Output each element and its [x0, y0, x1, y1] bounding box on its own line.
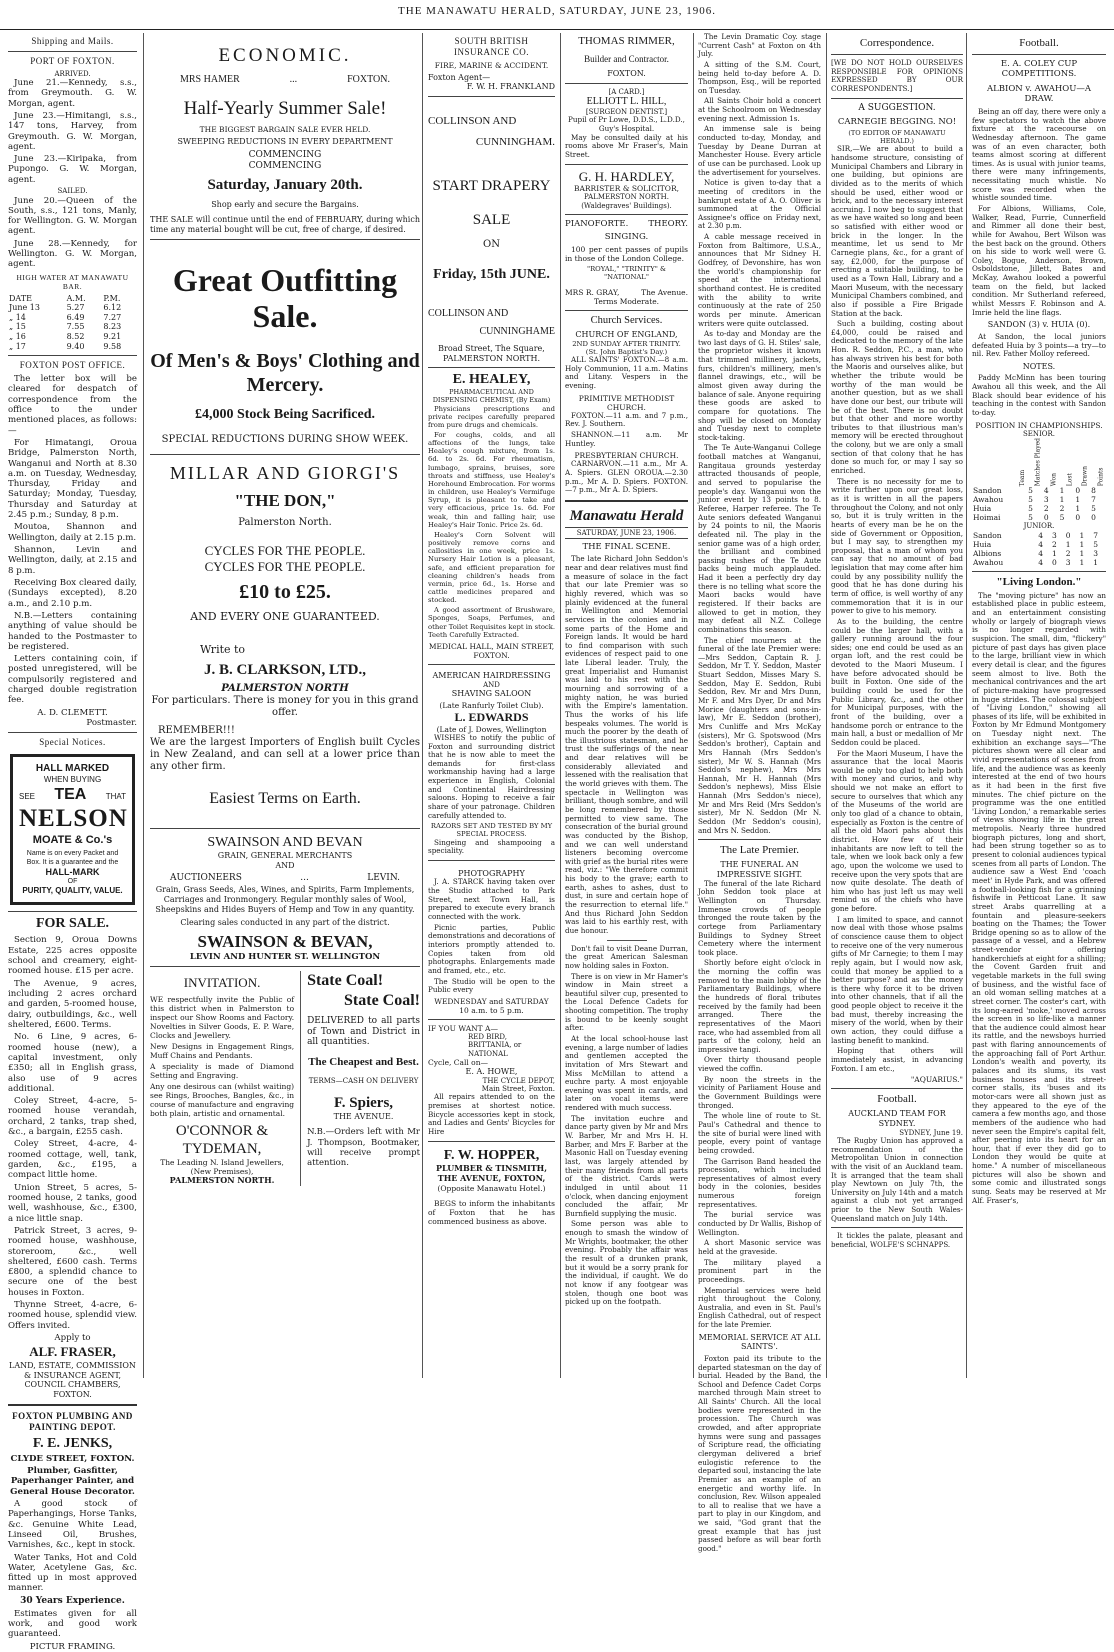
colleges: "ROYAL," "TRINITY" & "NATIONAL" — [586, 265, 667, 282]
sbi-agent: Foxton Agent— — [428, 72, 491, 82]
notes-body: Paddy McMinn has been touring Awahou all this week, and the All Black should bear evidence of his teaching in the contest with Sandon to-day. — [972, 373, 1106, 417]
studio-hours: 10 a.m. to 5 p.m. — [459, 1005, 524, 1015]
agent-name: ALF. FRASER, — [29, 1344, 116, 1360]
rimmer-name: THOMAS RIMMER, — [578, 35, 675, 47]
table-row: Hoimai 5 0 5 0 0 — [973, 513, 1096, 523]
desirous: Any one desirous can (whilst waiting) see Rings, Brooches, Bangles, &c., in course of manufacture and engraving both plain, artistic and ornamental. — [150, 1082, 295, 1119]
write-to: Write to — [200, 643, 246, 657]
swainson-addr: LEVIN AND HUNTER ST. WELLINGTON — [189, 952, 381, 963]
sale-continue: THE SALE will continue until the end of FEBRUARY, during which time any material bought will be cut, free of charge, if desired. — [150, 215, 420, 234]
jenks-exp: 30 Years Experience. — [20, 1595, 125, 1606]
brittania: BRITTANIA, or — [468, 1041, 522, 1050]
table-row: Albions 4 1 2 1 3 — [973, 548, 1098, 558]
terms-moderate: Terms Moderate. — [593, 296, 660, 306]
coal-cheapest: The Cheapest and Best. — [308, 1056, 419, 1069]
post-body-7: Letters containing coin, if posted unregistered, will be compulsorily registered and charged double registration fee. — [8, 654, 137, 706]
carnegie-heading: CARNEGIE BEGGING. NO! — [837, 116, 957, 127]
singing: SINGING. — [604, 232, 649, 243]
swainson-bevan: SWAINSON AND BEVAN — [207, 834, 363, 850]
howe-repairs: All repairs attended to on the premises at shortest notice. Bicycle accessories kept in stock, and Ladies and Gents' Bicycles for Hire — [428, 1092, 555, 1136]
special-reductions: SPECIAL REDUCTIONS DURING SHOW WEEK. — [161, 433, 409, 445]
late-ranfurly: (Late Ranfurly Toilet Club). — [439, 701, 544, 711]
jenks-picture: PICTUR FRAMING. — [29, 1641, 116, 1652]
card-label: [A CARD.] — [608, 87, 645, 96]
the-don: "THE DON," — [234, 490, 336, 510]
column-7 — [968, 33, 1110, 1378]
senior-label: SENIOR. — [1022, 429, 1056, 438]
table-row: June 13 5.27 6.12 — [9, 303, 122, 313]
robbery-note: Some person was able to enough to smash the window of Mr Wrights, bootmaker, the other evening. Probably the affair was the result of a drunken prank, but it would be a sorry prank for the individual, if caught. We do not know if any footgear was stolen, though one boot was picked up on the footpath. — [565, 1219, 688, 1307]
cycle-call: Cycle, Call on— — [428, 1057, 489, 1067]
funeral-body-1: The funeral of the late Richard John Seddon took place at Wellington on Thursday. Immense crowds of people thronged the route taken by the cortege from Parliamentary Buildings to Sydney Street Cemetery where the interment took place. — [698, 878, 821, 957]
edwards-name: L. EDWARDS — [454, 710, 529, 725]
economic-heading: ECONOMIC. — [218, 45, 352, 66]
leading-addr: PALMERSTON NORTH. — [169, 1175, 275, 1186]
pianoforte: PIANOFORTE. — [565, 218, 629, 229]
choir-note: All Saints Choir hold a concert at the Schoolroom on Wednesday evening next. Admission 1s. — [698, 96, 821, 123]
state-coal-2: State Coal! — [344, 991, 420, 1009]
post-body-3: Moutoa, Shannon and Wellington, daily at 2.15 p.m. — [8, 522, 137, 543]
state-coal-1: State Coal! — [307, 972, 384, 990]
invitation-heading: INVITATION. — [183, 975, 261, 991]
shipping-heading: Shipping and Mails. — [31, 36, 114, 46]
swainson-and: AND — [275, 861, 295, 871]
social-note: At the local school-house last evening, a large number of ladies and gentlemen accepted the invitation of Mrs Stewart and Miss McMillan to attend a euchre party. A most enjoyable evening was spent in cards, and later on vocal items were rendered with much success. — [565, 1033, 688, 1113]
memorial-body: Foxton paid its tribute to the departed statesman on the day of burial. Headed by the Band, the School and Defence Cadet Corps marched through Main street to All Saints' Church. All the local bodies were represented in the procession. The Church was crowded, and after appropriate hymns were sung and passages of Scripture read, the officiating clergyman delivered a brief eulogistic reference to the departed soul, instancing the late Premier as an example of an energetic and worthy life. In conclusion, Rev. Wilson appealed to all to realise that we have a part to play in our Kingdom, and we said, "God grant that the great example that has just passed before as will bear forth good." — [698, 1353, 821, 1553]
national: NATIONAL — [468, 1049, 508, 1058]
primitive: PRIMITIVE METHODIST CHURCH. — [578, 393, 675, 412]
hill-surgeon: [SURGEON DENTIST.] — [585, 107, 668, 116]
column-1 — [4, 33, 141, 1652]
suggestion-heading: A SUGGESTION. — [858, 102, 936, 113]
spiers-name: F. Spiers, — [334, 1094, 394, 1111]
letter-para-5: For the Maori Museum, I have the assurance that the local Maoris would be only too glad to help both with money and curios, and why should we not make an effort to secure to ourselves that which any of the Museums of the world are only too glad of a chance to obtain, especially as Foxton is the centre of all the old Maori pahs about this district. How few of their inhabitants are now left to tell the tale, when we look back only a few ago, upon the wolcome we used to receive upon the very spots that are now quite desolate. The death of him who has just left us may well remind us of the chiefs who have gone before. — [831, 748, 963, 914]
presby-body: CARNARVON.—11 a.m., Mr A. A. Spiers. GLEN OROUA.—2.30 p.m., Mr A. D. Spiers. FOXTON.—7 p.m., Mr A. D. Spiers. — [565, 459, 688, 495]
picnic-body: Picnic parties, Public demonstrations and decorations of interiors promptly attended to. Copies taken from old photographs. Enlargements made and framed, etc., etc. — [428, 922, 555, 975]
albion-body-2: For Albions, Williams, Cole, Walker, Read, Furrie, Cunnerfield and Rimmer all done their best, while for Awahou, Bert Wilson was the best back on the ground. Others on his side to work well were G. Coley, Bogue, Anderson, Brown, Osboldstone, Jillett, Bates and McKay, Awahou looked a powerful team on the field, but lacked condition. Mr Sutherland refereed, whilst Messrs F. Robinson and A. Imrie held the line flags. — [972, 203, 1106, 317]
mens-boys-clothing: Of Men's & Boys' Clothing and Mercery. — [150, 350, 420, 397]
living-london-body: The "moving picture" has now an established place in public esteem, and an entertainment consisting wholly or largely of biograph views is no longer regarded with suspicion. The small, dim, "flickery" picture of past days has given place to the large, brilliant view in which every detail is clear, and the figures seem almost to live. Both the mechanical contrivances and the art of picture-making have progressed in huge strides. The colossal subject of "Living London," showing all phases of its life, will be exhibited in Foxton by Mr Edmund Montgomery on Tuesday night next. The exhibition an exchange says—"The pictures shown were all clear and vivid representations of scenes from life, and the audience was as keenly interested at the end of two hours as it had been in the first five minutes. The chief picture on the programme was the one entitled 'Living London,' a remarkable series of views showing life in the great metropolis. Nearly three hundred biograph pictures, long and short, had been strung together so as to present to colonial audiences typical scenes from all parts of London. The audience saw a West End 'coach meet' in Hyde Park, and was offered a football-looking fish for a grinning fishwife in Petticoat Lane. It saw street Arabs quarrelling at a fountain and pleasure-seekers boating on the Thames; the Tower Bridge opening so as to allow of the passage of a vessel, and a Hebrew street-vendor offering handkerchiefs at eight for a shilling; the Covent Garden fruit and vegetable markets in the full swing of business, and the wistful face of an old woman selling matches at a street corner. The coster's cart, with its long-eared 'moke,' moved across the screen in so life-like a manner that the audience could almost hear its rattle, and the newsboys hurried past with flaring announcements of the approaching fall of Port Arthur. London's wealth and poverty, its palaces and its slums, its vast business houses and its street-corner stalls, its 'buses and its motor-cars were all shown just as they appeared to the eye of the camera a few months ago, and those members of the audience who had never seen the Empire's capital felt, after peering into its heart for an hour, that if ever they did go to London they would be quite at home." A number of miscellaneous pictures will also be shown and some comic and illustrated songs sung. Seats may be reserved at Mr Alf. Fraser's, — [972, 590, 1106, 1205]
sydney-date: SYDNEY, June 19. — [899, 1128, 963, 1137]
oconnor: O'CONNOR & — [175, 1123, 269, 1140]
photography-heading: PHOTOGRAPHY — [458, 868, 525, 878]
trophy-note: There is on view in Mr Hamer's window in Main street a beautiful silver cup, presented to the Local Defence Cadets for shooting competition. The trophy is bound to be keenly sought after. — [565, 971, 688, 1033]
letter-para-3: There is no necessity for me to write further upon our great loss, as it is written in all the papers throughout the Colony, and not only so, but it is truly written in the hearts of every man be he on the side of Government or Opposition, but I may say, to strengthen my proposal, that a man of whom you can say that no amount of bad legislation that may come after him could by any possibility nullify the good that he has done during his term of office, is well worthy of any commemoration that it is in our power to give to his memory. — [831, 476, 963, 616]
disclaimer: [WE DO NOT HOLD OURSELVES RESPONSIBLE FOR OPINIONS EXPRESSED BY OUR CORRESPONDENTS.] — [831, 58, 963, 94]
football-heading-2: Football. — [877, 1093, 917, 1106]
passes: 100 per cent passes of pupils in those of the London College. — [565, 245, 688, 264]
easiest-terms: Easiest Terms on Earth. — [209, 789, 361, 807]
hill-consult: May be consulted daily at his rooms above Mr Fraser's, Main Street. — [565, 132, 688, 159]
sailed-2: June 28.—Kennedy, for Wellington. G. W. Morgan, agent. — [8, 238, 137, 270]
special-notices: Special Notices. — [39, 737, 106, 748]
stiles-note: As to-day and Monday are the two last days of G. H. Stiles' sale, the proprietor wishes it known that trimmed millinery, jackets, furs, children's millinery, men's flannel drawings, etc., will be almost given away during the balance of sale. Anyone requiring these goods are asked to compare for quotations. The shop will be closed on Monday and Tuesday next to complete stock-taking. — [698, 329, 821, 442]
broad-street: Broad Street, The Square, — [438, 343, 545, 353]
hopper-sub: PLUMBER & TINSMITH, — [435, 1163, 547, 1174]
column-2: ECONOMIC. MRS HAMER ... FOXTON. Half-Yearly Summer Sale! THE BIGGEST BARGAIN SALE EVER HELD. SWEEPING REDUCTIONS IN EVERY DEPARTMENT COMMENCING COMMENCING Saturday, January 20th. Shop early and secure the Bargains. THE SALE will continue until the end of FEBRUARY, during which time any material bought will be cut, free of charge, if desired. Great Outfitting Sale. Of Men's & Boys' Clothing and Mercery. £4,000 Stock Being Sacrificed. SPECIAL REDUCTIONS DURING SHOW WEEK. MILLAR AND GIORGI'S "THE DON," Palmerston North. CYCLES FOR THE PEOPLE. CYCLES FOR THE PEOPLE. £10 to £25. AND EVERY ONE GUARANTEED. Write to J. B. CLARKSON, LTD., PALMERSTON NORTH For particulars. There is money for you in this grand offer. REMEMBER!!! We are the largest Importers of English built Cycles in New Zealand, and can sell at a lower price than any other firm. Easiest Terms on Earth. SWAINSON AND BEVAN GRAIN, GENERAL MERCHANTS AND AUCTIONEERS ... LEVIN. Grain, Grass Seeds, Ales, Wines, and Spirits, Farm Implements, Carriages and Ironmongery. Regular monthly sales of Wool, Sheepskins and Hides Buyers of Hemp and Tow in any quantity. Clearing sales conducted in any part of the district. SWAINSON & BEVAN, LEVIN AND HUNTER ST. WELLINGTON INVITATION. WE respectfully invite the Public of this district when in Palmerston to inspect our Show Rooms and Factory. Novelties in Silver Goods, E. P. Ware, Clocks and Jewellery. New Designs in Engagement Rings, Muff Chains and Pendants. A speciality is made of Diamond Setting and Engraving. Any one desirous can (whilst waiting) see Rings, Brooches, Bangles, &c., in course of manufacture and engraving both plain, artistic and ornamental. O'CONNOR & TYDEMAN, The Leading N. Island Jewellers, (New Premises), PALMERSTON NORTH. State Coal! State Coal! DELIVERED to all parts of Town and District in all quantities. The Cheapest and Best. TERMS—CASH ON DELIVERY F. Spiers, THE AVENUE. N.B.—Orders left with Mr J. Thompson, Bootmaker, will receive prompt attention. — [150, 45, 420, 1186]
american-hairdressing: AMERICAN HAIRDRESSING — [432, 670, 551, 680]
albion-heading: ALBION v. AWAHOU—A DRAW. — [986, 83, 1092, 104]
cycle-price: £10 to £25. — [239, 581, 331, 604]
dance-note: The invitation euchre and dance party given by Mr and Mrs W. Barber, Mr and Mrs H. H. Barber, and Mrs F. Barber at the Masonic Hall on Tuesday evening last, was largely attended by their many friends from all parts of the district. Cards were indulged in until about 11 o'clock, when dancing enjoyment concluded the affair, Mr Burnfield supplying the music. — [565, 1113, 688, 1218]
highwater-heading: HIGH WATER AT MANAWATU BAR. — [16, 272, 129, 291]
healey-body-4: A good assortment of Brushware, Sponges, Soaps, Perfumes, and other Toilet Requisites kept in stock. Teeth Carefully Extracted. — [428, 606, 555, 639]
rimmer-trade: Builder and Contractor. — [584, 54, 669, 65]
all-saints: ALL SAINTS' FOXTON.—8 a.m. Holy Communion, 11 a.m. Matins and Litany. Vespers in the evening. — [565, 355, 688, 391]
table-row: Sandon 4 3 0 1 7 — [973, 530, 1098, 540]
letter-para-1: SIR,—We are about to build a handsome structure, consisting of Municipal Chambers and Library in one building, but opinions are divided as to the merits of which should be used, either wood or brick, and to the necessary interest accruing. I now beg to suggest that as we have waited so long and been so satisfied with either wood or brick in the longer. In the meantime, let us send to Mr Carnegie plans, &c., for a grant of say, £2,000, for the purpose of erecting a suitable building, to be used as a Town Hall, Library and a Maori Museum, with the necessary Municipal Chambers combined, and also if possible a Fire Brigade Station at the back. — [831, 144, 963, 318]
coal-delivered: DELIVERED to all parts of Town and District in all quantities. — [307, 1015, 420, 1048]
howe-name: E. A. HOWE, — [465, 1066, 518, 1076]
letter-para-4: As to the building, the centre could be the larger hall, with a gallery running around the four sides; one end could be used as an organ loft, and the rest could be devoted to the Maori Museum. I have before advocated should be built in Foxton. One side of the building could be used for the Public Library, &c., and the other for Municipal purposes, with the front of the building, over a handsome porch or entrance to the main hall, a bust or medallion of Mr Seddon could be placed. — [831, 616, 963, 747]
arrived-label: ARRIVED. — [54, 69, 91, 78]
howe-depot: THE CYCLE DEPOT, — [482, 1076, 555, 1085]
salesman-note: An immense sale is being conducted to-day, Monday, and Tuesday by Deane Durran at Manchester House. Every article of use can be purchased. Look up the advertisement for yourselves. — [698, 124, 821, 177]
cycles-people-2: CYCLES FOR THE PEOPLE. — [204, 558, 366, 574]
razors: RAZORS SET AND TESTED BY MY SPECIAL PROCESS. — [430, 822, 553, 839]
agent-desc: LAND, ESTATE, COMMISSION & INSURANCE AGENT, COUNCIL CHAMBERS, FOXTON. — [9, 1360, 136, 1399]
living-london-heading: "Living London." — [996, 575, 1082, 588]
healey-body-3: Healey's Corn Solvent will positively remove corns and callosities in one week, price 1s. Nursery Hair Lotion is a pleasant, safe, and efficient preparation for cleaning children's heads from vermin, price 6d., 1s. Horse and cattle medicines prepared and stocked. — [428, 530, 555, 605]
dramatic-note: The Levin Dramatic Coy. stage "Current Cash" at Foxton on 4th July. — [698, 32, 821, 59]
collinson-3: COLLINSON AND — [428, 307, 509, 319]
for-sale-heading: FOR SALE. — [35, 915, 110, 931]
senior-table: Team Matches Played Won Lost Drawn Points Sandon 5 4 1 0 8 Awahou 5 3 1 1 7 Huia 5 2 2 1 5 Hoimai 5 0 5 0 0 — [973, 438, 1105, 523]
gray-addr: The Avenue. — [641, 287, 688, 297]
coley-cup: E. A. COLEY CUP COMPETITIONS. — [1000, 59, 1078, 80]
editor-line: (TO EDITOR OF MANAWATU HERALD.) — [848, 128, 946, 145]
sale-date: Saturday, January 20th. — [207, 176, 363, 193]
hopper-body: BEGS to inform the inhabitants of Foxton that he has commenced business as above. — [428, 1198, 555, 1226]
jenks-addr: CLYDE STREET, FOXTON. — [10, 1453, 135, 1464]
hamer-foxton: FOXTON. — [347, 73, 390, 85]
tydeman: TYDEMAN, — [182, 1141, 262, 1158]
jenks-trade: Plumber, Gasfitter, Paperhanger Painter, and General House Decorator. — [10, 1466, 135, 1497]
column-3 — [424, 33, 559, 1378]
table-row: „ 16 8.52 9.21 — [9, 332, 122, 342]
for-sale-7: Patrick Street, 3 acres, 9-roomed house, washhouse, storeroom, &c., well sheltered, £600 cash. Terms £800, a splendid chance to secure one of the best houses in Foxton. — [8, 1225, 137, 1298]
hartley-addr: PALMERSTON NORTH. — [584, 193, 669, 202]
millar-palmerston: Palmerston North. — [238, 516, 332, 528]
for-sale-4: Coley Street, 4-acre, 5-roomed house verandah, orchard, 2 tanks, trap shed, &c., a bargain, £255 cash. — [8, 1096, 137, 1138]
clarkson-addr: PALMERSTON NORTH — [221, 682, 349, 694]
correspondence-heading: Correspondence. — [859, 37, 935, 49]
sm-court-note: A sitting of the S.M. Court, being held to-day before A. D. Thompson, Esq., will be reported on Tuesday. — [698, 59, 821, 95]
funeral-body-3: Over thirty thousand people viewed the coffin. — [698, 1055, 821, 1074]
post-body-5: Receiving Box cleared daily, (Sundays excepted), 8.20 a.m., and 2.10 p.m. — [8, 577, 137, 609]
junior-label: JUNIOR. — [1023, 522, 1055, 531]
junior-table — [972, 531, 1106, 567]
leading-jewellers: The Leading N. Island Jewellers, (New Premises), — [160, 1158, 284, 1177]
commencing-2: COMMENCING — [248, 160, 322, 171]
collinson-2: CUNNINGHAM. — [475, 135, 555, 148]
clarkson-particulars: For particulars. There is money for you in this grand offer. — [151, 694, 419, 718]
shaving-saloon: SHAVING SALOON — [451, 688, 532, 698]
hopper-name: F. W. HOPPER, — [443, 1147, 540, 1163]
importers: We are the largest Importers of English built Cycles in New Zealand, and can sell at a lower price than any other firm. — [150, 736, 420, 772]
remember: REMEMBER!!! — [158, 724, 235, 736]
gray-name: MRS R. GRAY, — [565, 287, 620, 297]
hopper-opp: (Opposite Manawatu Hotel.) — [437, 1183, 546, 1193]
funeral-body-10: Memorial services were held right throughout the Colony, Australia, and even in St. Paul's English Cathedral, out of respect for the late Premier. — [698, 1285, 821, 1330]
schnapps-note: It tickles the palate, pleasant and beneficial, WOLFE'S SCHNAPPS. — [831, 1232, 963, 1249]
albion-body: Being an off day, there were only a few spectators to watch the above fixture at the racecourse on Wednesday afternoon. The game was of an even character, both teams almost scoring at different times. As is usual with junior teams, there were many infringements, necessitating much whistle. No score was recorded when the whistle sounded time. — [972, 106, 1106, 203]
speciality: A speciality is made of Diamond Setting and Engraving. — [150, 1062, 295, 1081]
sailed-1: June 20.—Queen of the South, s.s., 121 tons, Manly, for Wellington. G. W. Morgan agent. — [8, 195, 137, 237]
hartley-barrister: BARRISTER & SOLICITOR, — [573, 184, 679, 194]
herald-date: SATURDAY, JUNE 23, 1906. — [565, 527, 688, 539]
apply-to: Apply to — [54, 1333, 91, 1344]
swainson-auctioneers: AUCTIONEERS — [170, 872, 242, 883]
table-row: Huia 5 2 2 1 5 — [973, 504, 1096, 514]
jenks-body-2: Water Tanks, Hot and Cold Water, Acetylene Gas, &c. fitted up in most approved manner. — [8, 1552, 137, 1594]
st-john: (St. John Baptist's Day.) — [585, 347, 668, 356]
for-sale-5: Coley Street, 4-acre, 4-roomed cottage, well, tank, garden, &c., £195, a compact little home. — [8, 1139, 137, 1181]
for-sale-1: Section 9, Oroua Downs Estate, 225 acres opposite school and creamery, eight-roomed house. £15 per acre. — [8, 935, 137, 977]
sailed-label: SAILED. — [57, 187, 88, 196]
sbi-sub: FIRE, MARINE & ACCIDENT. — [434, 60, 549, 70]
funeral-body-4: By noon the streets in the vicinity of Parliament House and the Government Buildings were thronged. — [698, 1074, 821, 1110]
new-designs: New Designs in Engagement Rings, Muff Chains and Pendants. — [150, 1042, 295, 1061]
church-heading: Church Services. — [590, 314, 663, 326]
spiers-nb: N.B.—Orders left with Mr J. Thompson, Bootmaker, will receive prompt attention. — [307, 1127, 420, 1168]
drapery-friday: Friday, 15th JUNE. — [433, 267, 550, 283]
mourners-note: The chief mourners at the funeral of the late Premier were:—Mrs Seddon, Captain R. J. Seddon, Mr T. Y. Seddon, Master Stuart Seddon, Misses Mary S. Seddon, May E. Seddon, Rubi Seddon, Rev. Mr and Mrs Dunn, Mr F. and Mrs Dyer, Dr and Mrs Morice (daughters and sons-in-law), Mr E. Seddon (brother), Mrs Cunliffe and Mrs McKay (sisters), Mr G. Spotswood (Mrs Seddon's brother), Captain and Mrs Hannah (Mrs Seddon's sister), Mr W. S. Hannah (Mrs Seddon's nephew), Mrs Mrs Hannah, Mr H. Hannah (Mrs Seddon's nephews), Miss Elsie Hannah (Mrs Seddon's niece), Mr and Mrs Reid (Mrs Seddon's sister), Mr N. Seddon (Mr N. Seddon (Mr Seddon's cousin), and Mrs N. Seddon. — [698, 635, 821, 835]
swainson-bevan-2: SWAINSON & BEVAN, — [197, 931, 373, 951]
hill-addr: Pupil of Pr Lowe, D.D.S., L.D.D., Guy's Hospital. — [568, 115, 685, 133]
red-bird: RED BIRD, — [468, 1032, 507, 1041]
halfyearly-heading: Half-Yearly Summer Sale! — [183, 97, 387, 119]
american-and: AND — [483, 680, 500, 689]
drapery-on: ON — [483, 239, 500, 251]
highwater-table: DATE A.M. P.M. June 13 5.27 6.12 „ 14 6.49 7.27 „ 15 7.55 8.23 „ 16 8.52 9.21 „ 17 9.40 9.58 — [8, 294, 137, 352]
wed-sat: WEDNESDAY and SATURDAY — [434, 996, 549, 1006]
funeral-body-9: The military played a prominent part in the proceedings. — [698, 1257, 821, 1284]
hartley-name: G. H. HARDLEY, — [578, 168, 675, 184]
final-scene-body: The late Richard John Seddon's near and dear relatives must find a measure of solace in the fact that our late Premier was so highly revered, which was so plainly evidenced at the funeral in Wellington and Memorial services in the colonies and in some parts of the Home and Foreign lands. It would be hard to find comparison with such evidences of respect paid to one late Liberal leader. Truly, the great Imperialist and Humanist was laid to his rest with the mourning and sorrowing of a mighty nation, he was buried with the Empire's lamentation. Thus the works of his life bespeaks volumes. The world is much the poorer by the death of the illustrious statesman, and he trust the sufferings of the near and dear relatives will be considerably alleviated and lessened with the realisation that the world grieves with them. The spectacle in Wellington was brilliant, though sombre, and will be long remembered by those permitted to view same. The consecration of the burial ground was conducted by the Bishop, and we can well understand listeners becoming overcome with grief as the burial rites were read, viz.: "We therefore commit his body to the grave; earth to earth, ashes to ashes, dust to dust, in sure and certain hope of the resurrection to eternal life." And thus Richard John Seddon was laid to his earthly rest, with due honour. — [565, 554, 688, 935]
sandon-heading: SANDON (3) v. HUIA (0). — [987, 320, 1091, 330]
college-football-note: The Te Aute-Wanganui College football matches at Wanganui, Rangitaua grounds yesterday attracted thousands of people, and served to popularise the people's day. Wanganui won the junior event by 13 points to 8. Referee, Harper referee. The Te Aute seniors defeated Wanganui by 24 points to nil, the Maoris defeated nil. The play in the senior game was of a high order, the brilliant and combined passing rushes of the Te Aute backs being much applauded. Had it been a perfectly dry day there is no telling what score the Maori backs would have registered. If their backs are allowed to get in motion, they may defeat all N.Z. College combinations this season. — [698, 443, 821, 634]
hamer-name: MRS HAMER — [180, 73, 240, 85]
creditors-note: Notice is given to-day that a meeting of creditors in the bankrupt estate of A. O. Oliver is summoned at the Official Assignee's office on Friday next, at 2.30 p.m. — [698, 178, 821, 231]
column-4 — [561, 33, 692, 1378]
deane-note: Don't fail to visit Deane Durran, the great American Salesman now holding sales in Foxton. — [565, 943, 688, 970]
post-body-4: Shannon, Levin and Wellington, daily, at 2.15 and 8 p.m. — [8, 545, 137, 576]
swainson-grain: GRAIN, GENERAL MERCHANTS — [217, 851, 353, 861]
for-sale-8: Thynne Street, 4-acre, 6-roomed house, splendid view. Offers invited. — [8, 1300, 137, 1331]
funeral-body-8: A short Masonic service was held at the graveside. — [698, 1238, 821, 1256]
healey-body-2: For coughs, colds, and all affections of the lungs, take Healey's cough mixture, from 1s. 6d. to 2s. 6d. For rheumatism, lumbago, sprains, bruises, sore throats and stiffness, use Healey's Horehound Embrocation. For worms in children, use Healey's Vermifuge Syrup, it is pleasant to take and very efficacious, price 1s. 6d. For weak, thin and falling hair, use Healey's Hair Tonic. Price 2s. 6d. — [428, 431, 555, 529]
post-office-heading: FOXTON POST OFFICE. — [19, 360, 126, 371]
hill-name: ELLIOTT L. HILL, — [586, 95, 667, 107]
church-sunday: 2ND SUNDAY AFTER TRINITY. — [572, 339, 681, 348]
jenks-body: A good stock of Paperhangings, Horse Tanks, &c. Genuine White Lead, Linseed Oil, Brushes, Varnishes, &c., kept in stock. — [8, 1498, 137, 1551]
tea-advert: HALL MARKED WHEN BUYING SEE TEA THAT NELSON MOATE & Co.'s Name is on every Packet and Box. It is a guarantee and the HALL-MARK OF PURITY, QUALITY, VALUE. — [10, 754, 135, 905]
if-you-want: IF YOU WANT A— — [428, 1023, 498, 1033]
table-row: Huia 4 2 1 1 5 — [973, 539, 1098, 549]
memorial-heading: MEMORIAL SERVICE AT ALL SAINTS'. — [698, 1332, 821, 1352]
postmaster-title: Postmaster. — [86, 718, 137, 729]
swainson-desc: Grain, Grass Seeds, Ales, Wines, and Spirits, Farm Implements, Carriages and Ironmongery. Regular monthly sales of Wool, Sheepskins and Hides Buyers of Hemp and Tow in any quantity. — [155, 885, 415, 914]
funeral-body-7: The burial service was conducted by Dr Wallis, Bishop of Wellington. — [698, 1210, 821, 1237]
column-5 — [694, 32, 825, 1553]
table-row: Sandon 5 4 1 0 8 — [973, 486, 1096, 496]
sbi-agent-name: F. W. H. FRANKLAND — [466, 82, 555, 92]
cycles-guaranteed: AND EVERY ONE GUARANTEED. — [190, 610, 380, 624]
table-row: „ 17 9.40 9.58 — [9, 341, 122, 351]
healey-sub: PHARMACEUTICAL AND DISPENSING CHEMIST, (By Exam) — [432, 387, 551, 404]
hopper-addr: THE AVENUE, FOXTON, — [437, 1172, 546, 1183]
swainson-clearing: Clearing sales conducted in any part of the district. — [180, 918, 390, 928]
arrived-2: June 23.—Himitangi, s.s., 147 tons, Harvey, from Greymouth. G. W. Morgan, agent. — [8, 110, 137, 152]
sweeping: SWEEPING REDUCTIONS IN EVERY DEPARTMENT — [177, 136, 393, 146]
position-heading: POSITION IN CHAMPIONSHIPS. — [975, 420, 1103, 430]
port-heading: PORT OF FOXTON. — [30, 55, 115, 66]
stock-sacrificed: £4,000 Stock Being Sacrificed. — [194, 407, 376, 423]
edwards-late: (Late of J. Dowes, Wellington — [436, 724, 547, 734]
column-6 — [827, 33, 967, 1378]
letter-para-2: Such a building, costing about £4,000, could be raised and dedicated to the memory of the late Hon. R. Seddon, P.C., a man, who has always striven his best for both the Maoris and ourselves alike, but whether the tribute would be worthy of the man would be another question, but as we shall have done our best, our tribute will be of the best. There is no doubt but that other and more worthy tributes to that illustrious man's memory will be erected throughout the colony, but we are only a small section of that colony that he has done so much for, or may I say so enriched. — [831, 319, 963, 476]
table-row: Awahou 5 3 1 1 7 — [973, 495, 1096, 505]
millar-giorgi: MILLAR AND GIORGI'S — [169, 462, 401, 483]
auckland-heading: AUCKLAND TEAM FOR SYDNEY. — [848, 1109, 946, 1129]
drapery-sale: SALE — [472, 212, 511, 229]
church-england: CHURCH OF ENGLAND, — [575, 330, 678, 340]
invitation-body: WE respectfully invite the Public of this district when in Palmerston to inspect our Show Rooms and Factory. Novelties in Silver Goods, E. P. Ware, Clocks and Jewellery. — [150, 995, 295, 1041]
collinson-4: CUNNINGHAME — [479, 325, 555, 337]
table-row: „ 15 7.55 8.23 — [9, 322, 122, 332]
cycles-people-1: CYCLES FOR THE PEOPLE. — [204, 542, 366, 558]
final-scene-heading: THE FINAL SCENE. — [582, 542, 671, 553]
broad-addr: PALMERSTON NORTH. — [442, 353, 540, 363]
post-body-2: For Himatangi, Oroua Bridge, Palmerston North, Wanganui and North at 8.30 a.m. on Tuesday, Wednesday, Thursday, Friday and Saturday; Monday, Tuesday, Thursday and Saturday at 2.45 p.m.; Sunday, 8 p.m. — [8, 437, 137, 521]
funeral-body-6: The Garrison Band headed the procession, which included representatives of almost every body in the colonies, besides numerous foreign representatives. — [698, 1156, 821, 1209]
for-sale-2: The Avenue, 9 acres, including 2 acres orchard and garden, 5-roomed house, dairy, outbuildings, &c., well sheltered, £600. Terms. — [8, 978, 137, 1030]
biggest-sale: THE BIGGEST BARGAIN SALE EVER HELD. — [199, 124, 371, 134]
arrived-3: June 23.—Kiripaka, from Pupongo. G. W. Morgan, agent. — [8, 154, 137, 185]
herald-title: Manawatu Herald — [569, 507, 684, 524]
letter-para-7: Hoping that others will immediately assist, in advancing Foxton. I am etc., — [831, 1046, 963, 1073]
letter-para-6: I am limited to space, and cannot now deal with those whose psalms of conscience cause them to object to receive one of the very numerous gifts of Mr Carnegie; to them I may reply again, but I would now ask, could that money be applied to a better purpose? and as the money is there why force it to be driven into other channels, that if all the good people object to receive it the bad must, thereby increasing the misery of the world, when by their own action, they could diffuse a lasting benefit to mankind. — [831, 914, 963, 1045]
presbyterian: PRESBYTERIAN CHURCH. — [574, 451, 679, 461]
healey-body-1: Physicians prescriptions and private recipes carefully prepared from pure drugs and chemicals. — [428, 404, 555, 429]
jenks-name: F. E. JENKS, — [32, 1435, 113, 1451]
howe-addr: Main Street, Foxton. — [481, 1084, 555, 1093]
post-body-6: N.B.—Letters containing anything of value should be handed to the Postmaster to be registered. — [8, 610, 137, 652]
table-row: „ 14 6.49 7.27 — [9, 312, 122, 322]
for-sale-3: No. 6 Line, 9 acres, 6-roomed house (new), a capital investment, only £350; all in English grass, also use of 9 acres additional. — [8, 1032, 137, 1094]
table-row: Awahou 4 0 3 1 1 — [973, 557, 1098, 567]
football-heading: Football. — [1019, 37, 1059, 49]
plumbing-heading: FOXTON PLUMBING AND PAINTING DEPOT. — [12, 1411, 133, 1433]
start-drapery: START DRAPERY — [432, 178, 551, 195]
nelson-brand: NELSON — [19, 804, 128, 832]
studio-body: The Studio will be open to the Public every — [428, 976, 555, 995]
arrived-1: June 21.—Kennedy, s.s., from Greymouth. G. W. Morgan, agent. — [8, 77, 137, 109]
for-sale-6: Union Street, 5 acres, 5-roomed house, 2 tanks, good well, washhouse, &c., £300, a nice little snap. — [8, 1182, 137, 1224]
shannon: SHANNON.—11 a.m. Mr Huntley. — [565, 429, 688, 448]
commencing-1: COMMENCING — [248, 150, 322, 161]
starck-body: J. A. STARCK having taken over the Studio attached to Park Street, next Town Hall, is prepared to execute every branch connected with the work. — [428, 877, 555, 922]
great-outfitting: Great Outfitting Sale. — [172, 261, 398, 335]
jenks-estimates: Estimates given for all work, and good work guaranteed. — [8, 1608, 137, 1640]
healey-name: E. HEALEY, — [452, 372, 531, 388]
swainson-levin: LEVIN. — [367, 872, 400, 883]
clarkson-name: J. B. CLARKSON, LTD., — [204, 661, 366, 678]
waldegraves: (Waldegraves' Buildings). — [581, 201, 672, 210]
late-premier-heading: The Late Premier. — [719, 844, 800, 857]
collinson-1: COLLINSON AND — [428, 114, 517, 127]
masthead: THE MANAWATU HERALD, SATURDAY, JUNE 23, 1906. — [0, 0, 1114, 30]
medical-hall: MEDICAL HALL, MAIN STREET, FOXTON. — [428, 641, 555, 660]
letter-signature: "AQUARIUS." — [910, 1075, 963, 1085]
sbi-heading: SOUTH BRITISH INSURANCE CO. — [453, 36, 529, 57]
funeral-body-5: The whole line of route to St. Paul's Cathedral and thence to the site of burial were lined with people, every point of vantage being crowded. — [698, 1111, 821, 1155]
primitive-body: FOXTON.—11 a.m. and 7 p.m., Rev. J. Southern. — [565, 410, 688, 429]
edwards-body: WISHES to notify the public of Foxton and surrounding district that he is now able to meet the demands for first-class workmanship having had a large experience in English, Colonial and Continental Hairdressing saloons. Hoping to receive a fair share of your patronage. Children carefully attended to. — [428, 732, 555, 820]
cable-note: A cable message received in Foxton from Baltimore, U.S.A., announces that Mr Sidney H. Godfrey, of Devonshire, has won the world's championship for speed at the international shorthand contest. He is credited with the ability to write continuously at the rate of 250 words per minute. American writers were quite outclassed. — [698, 232, 821, 328]
funeral-heading: THE FUNERAL AN IMPRESSIVE SIGHT. — [716, 860, 803, 880]
theory: THEORY. — [648, 218, 688, 229]
post-body-1: The letter box will be cleared for despatch of correspondence from the office to the under mentioned places, as follows:— — [8, 374, 137, 436]
notes-heading: NOTES. — [1022, 361, 1056, 371]
sydney-body: The Rugby Union has approved a recommendation of the Metropolitan Union in connection with the visit of an Auckland team. It is arranged that the team shall play Newtown on July 7th, the University on July 14th and a match against a club not yet arranged prior to the New South Wales-Queensland match on July 14th. — [831, 1136, 963, 1223]
coal-terms: TERMS—CASH ON DELIVERY — [308, 1077, 419, 1086]
rimmer-place: FOXTON. — [607, 68, 646, 78]
funeral-body-2: Shortly before eight o'clock in the morning the coffin was removed to the main lobby of the Parliamentary Buildings, where the hundreds of floral tributes received by the family had been arranged. There the representatives of the Maori race, who had assembled from all parts of the colony, held an impressive tangi. — [698, 958, 821, 1054]
postmaster-name: A. D. CLEMETT. — [37, 707, 108, 718]
shop-early: Shop early and secure the Bargains. — [211, 199, 359, 209]
sandon-body: At Sandon, the local juniors defeated Huia by 3 points—a try—to nil. Rev. Father Molloy refereed. — [972, 331, 1106, 359]
singeing: Singeing and shampooing a speciality. — [428, 837, 555, 856]
spiers-addr: THE AVENUE. — [333, 1111, 394, 1121]
